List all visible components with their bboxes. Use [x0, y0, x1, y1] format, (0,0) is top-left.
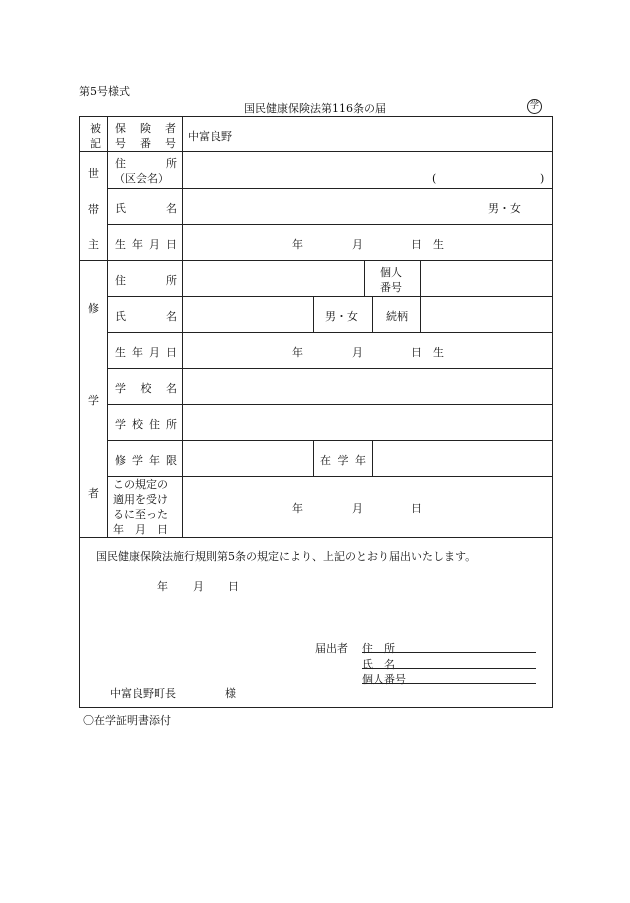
- school-name-field[interactable]: [184, 370, 550, 402]
- st-birth-suffix: 生: [433, 346, 444, 359]
- rule: [107, 368, 552, 369]
- footnote: 〇在学証明書添付: [83, 714, 171, 727]
- honorific: 様: [225, 687, 236, 700]
- declaration-month: 月: [193, 580, 204, 593]
- rule: [372, 296, 373, 332]
- form-table: [79, 116, 553, 708]
- hh-birth-year: 年: [292, 238, 303, 251]
- enrollment-field[interactable]: [374, 442, 550, 474]
- st-birth-label: 生 年 月 日: [115, 346, 177, 359]
- applicable-year: 年: [292, 502, 303, 515]
- hh-birth-month: 月: [352, 238, 363, 251]
- enrollment-label: 在 学 年: [320, 454, 366, 467]
- hh-address-field[interactable]: [184, 153, 550, 187]
- applicable-month: 月: [352, 502, 363, 515]
- notifier-personal-number-label: 個人番号: [362, 673, 406, 686]
- hh-birth-label: 生 年 月 日: [115, 238, 177, 251]
- rule: [80, 260, 552, 261]
- rule: [107, 440, 552, 441]
- hh-birth-suffix: 生: [433, 238, 444, 251]
- notifier-personal-number-line[interactable]: [362, 683, 536, 684]
- rule: [107, 296, 552, 297]
- st-address-label: 住 所: [115, 274, 177, 287]
- rule: [107, 117, 108, 537]
- hh-paren-open: (: [432, 172, 437, 185]
- household-head-char-1: 世: [88, 167, 99, 180]
- form-number: 第5号様式: [79, 85, 130, 98]
- rule: [372, 440, 373, 476]
- rule: [107, 404, 552, 405]
- rule: [182, 117, 183, 537]
- st-address-field[interactable]: [184, 262, 362, 294]
- study-period-label: 修 学 年 限: [115, 454, 177, 467]
- st-birth-month: 月: [352, 346, 363, 359]
- rule: [80, 151, 552, 152]
- st-relationship-label: 続柄: [386, 310, 408, 323]
- hh-district-label: （区会名）: [114, 172, 169, 185]
- insured-label-line1: 被 保 険 者: [90, 122, 176, 135]
- st-personal-number-label-1: 個人: [380, 266, 402, 279]
- declaration-day: 日: [228, 580, 239, 593]
- hh-sex-options[interactable]: 男・女: [488, 202, 521, 215]
- household-head-char-3: 主: [88, 238, 99, 251]
- hh-paren-close: ): [540, 172, 545, 185]
- st-name-field[interactable]: [184, 298, 311, 330]
- insured-number-value[interactable]: 中富良野: [188, 130, 232, 143]
- st-birth-year: 年: [292, 346, 303, 359]
- notifier-name-label: 氏 名: [362, 658, 395, 671]
- insured-label-line2: 記 号 番 号: [90, 137, 176, 150]
- study-period-field[interactable]: [184, 442, 311, 474]
- declaration-year: 年: [157, 580, 168, 593]
- st-personal-number-field[interactable]: [422, 262, 550, 294]
- declaration-statement: 国民健康保険法施行規則第5条の規定により、上記のとおり届出いたします。: [96, 550, 477, 563]
- applicable-day: 日: [411, 502, 422, 515]
- st-name-label: 氏 名: [115, 310, 177, 323]
- rule: [80, 537, 552, 538]
- st-relationship-field[interactable]: [422, 298, 550, 330]
- notifier-name-line[interactable]: [362, 668, 536, 669]
- rule: [313, 296, 314, 332]
- school-address-label: 学 校 住 所: [115, 418, 177, 431]
- rule: [107, 188, 552, 189]
- school-name-label: 学 校 名: [115, 382, 177, 395]
- hh-name-label: 氏 名: [115, 202, 177, 215]
- rule: [364, 260, 365, 296]
- applicable-date-label: この規定の 適用を受け るに至った 年 月 日: [113, 478, 168, 536]
- rule: [107, 332, 552, 333]
- rule: [420, 260, 421, 332]
- notifier-address-label: 住 所: [362, 642, 395, 655]
- student-char-1: 修: [88, 302, 99, 315]
- st-sex-options[interactable]: 男・女: [325, 310, 358, 323]
- school-address-field[interactable]: [184, 406, 550, 438]
- notifier-address-line[interactable]: [362, 652, 536, 653]
- rule: [313, 440, 314, 476]
- st-personal-number-label-2: 番号: [380, 281, 402, 294]
- notifier-label: 届出者: [315, 642, 348, 655]
- hh-address-label: 住 所: [115, 157, 177, 170]
- st-birth-day: 日: [411, 346, 422, 359]
- form-title: 国民健康保険法第116条の届: [244, 102, 386, 115]
- hh-name-field[interactable]: [184, 190, 474, 222]
- student-char-3: 者: [88, 487, 99, 500]
- gaku-circle-mark: 学: [527, 99, 542, 114]
- addressee: 中富良野町長: [110, 687, 176, 700]
- household-head-char-2: 帯: [88, 203, 99, 216]
- hh-birth-day: 日: [411, 238, 422, 251]
- rule: [107, 224, 552, 225]
- student-char-2: 学: [88, 394, 99, 407]
